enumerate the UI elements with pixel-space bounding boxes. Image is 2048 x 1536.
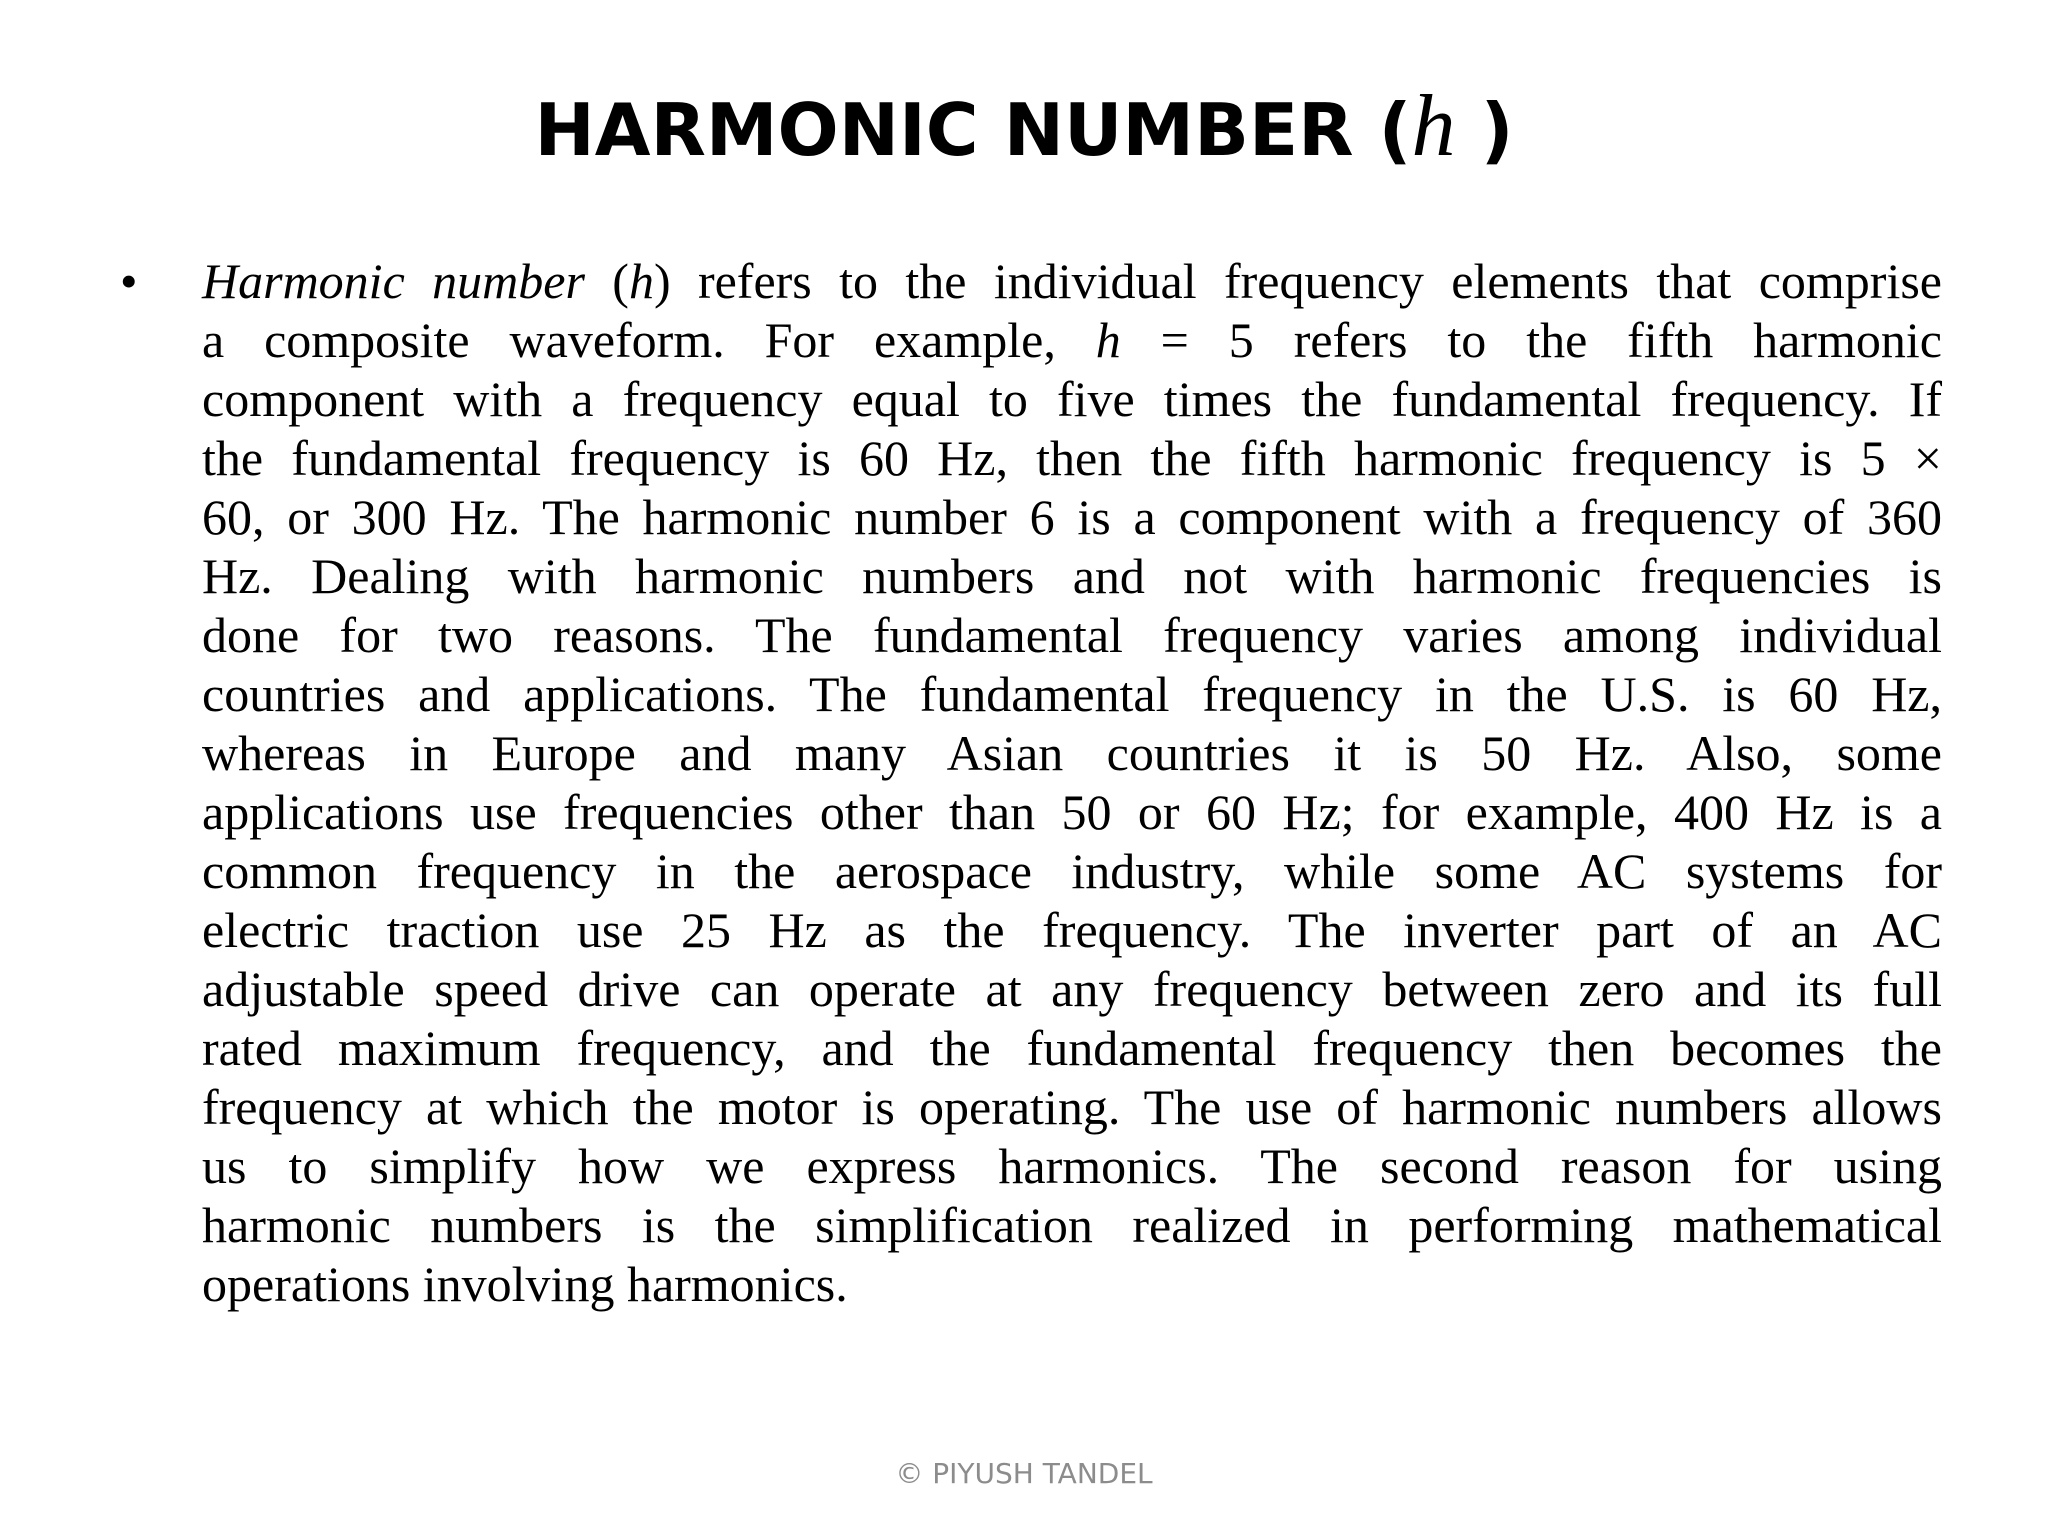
- lead-term: Harmonic number: [202, 253, 585, 309]
- slide-title: [0, 72, 2048, 185]
- bullet-marker: •: [120, 253, 138, 309]
- paragraph-line: done for two reasons. The fundamental frequency varies among individual: [202, 607, 1942, 663]
- paragraph-line: common frequency in the aerospace industry, while some AC systems for: [202, 843, 1942, 899]
- title-close: ): [1455, 88, 1514, 172]
- paragraph-line: rated maximum frequency, and the fundamental frequency then becomes the: [202, 1020, 1942, 1076]
- paragraph-line: harmonic numbers is the simplification realized in performing mathematical: [202, 1197, 1942, 1253]
- paragraph-line: frequency at which the motor is operating. The use of harmonic numbers allows: [202, 1079, 1942, 1135]
- lead-variable: h: [628, 253, 654, 309]
- footer-copyright: © PIYUSH TANDEL: [895, 1457, 1153, 1490]
- title-variable: h: [1411, 78, 1456, 175]
- lead-paren: (: [584, 253, 629, 309]
- paragraph-line: the fundamental frequency is 60 Hz, then the fifth harmonic frequency is 5 ×: [202, 430, 1942, 486]
- line2-start: a composite waveform. For example,: [202, 312, 1096, 368]
- title-text: HARMONIC NUMBER (: [534, 88, 1412, 172]
- line2-end: = 5 refers to the fifth harmonic: [1120, 312, 1942, 368]
- paragraph-line: adjustable speed drive can operate at any frequency between zero and its full: [202, 961, 1942, 1017]
- paragraph-line: [202, 252, 1942, 311]
- paragraph-line: electric traction use 25 Hz as the frequency. The inverter part of an AC: [202, 902, 1942, 958]
- paragraph-line: [202, 311, 1942, 370]
- body-paragraph: [202, 252, 1942, 1314]
- paragraph-line: countries and applications. The fundamental frequency in the U.S. is 60 Hz,: [202, 666, 1942, 722]
- paragraph-line: Hz. Dealing with harmonic numbers and not with harmonic frequencies is: [202, 548, 1942, 604]
- paragraph-line: 60, or 300 Hz. The harmonic number 6 is a component with a frequency of 360: [202, 489, 1942, 545]
- lead-rest: ) refers to the individual frequency elements that comprise: [653, 253, 1942, 309]
- paragraph-line: applications use frequencies other than 50 or 60 Hz; for example, 400 Hz is a: [202, 784, 1942, 840]
- paragraph-line: whereas in Europe and many Asian countries it is 50 Hz. Also, some: [202, 725, 1942, 781]
- line2-variable: h: [1095, 312, 1121, 368]
- paragraph-line: us to simplify how we express harmonics. The second reason for using: [202, 1138, 1942, 1194]
- paragraph-line: operations involving harmonics.: [202, 1256, 848, 1312]
- paragraph-line: component with a frequency equal to five times the fundamental frequency. If: [202, 371, 1942, 427]
